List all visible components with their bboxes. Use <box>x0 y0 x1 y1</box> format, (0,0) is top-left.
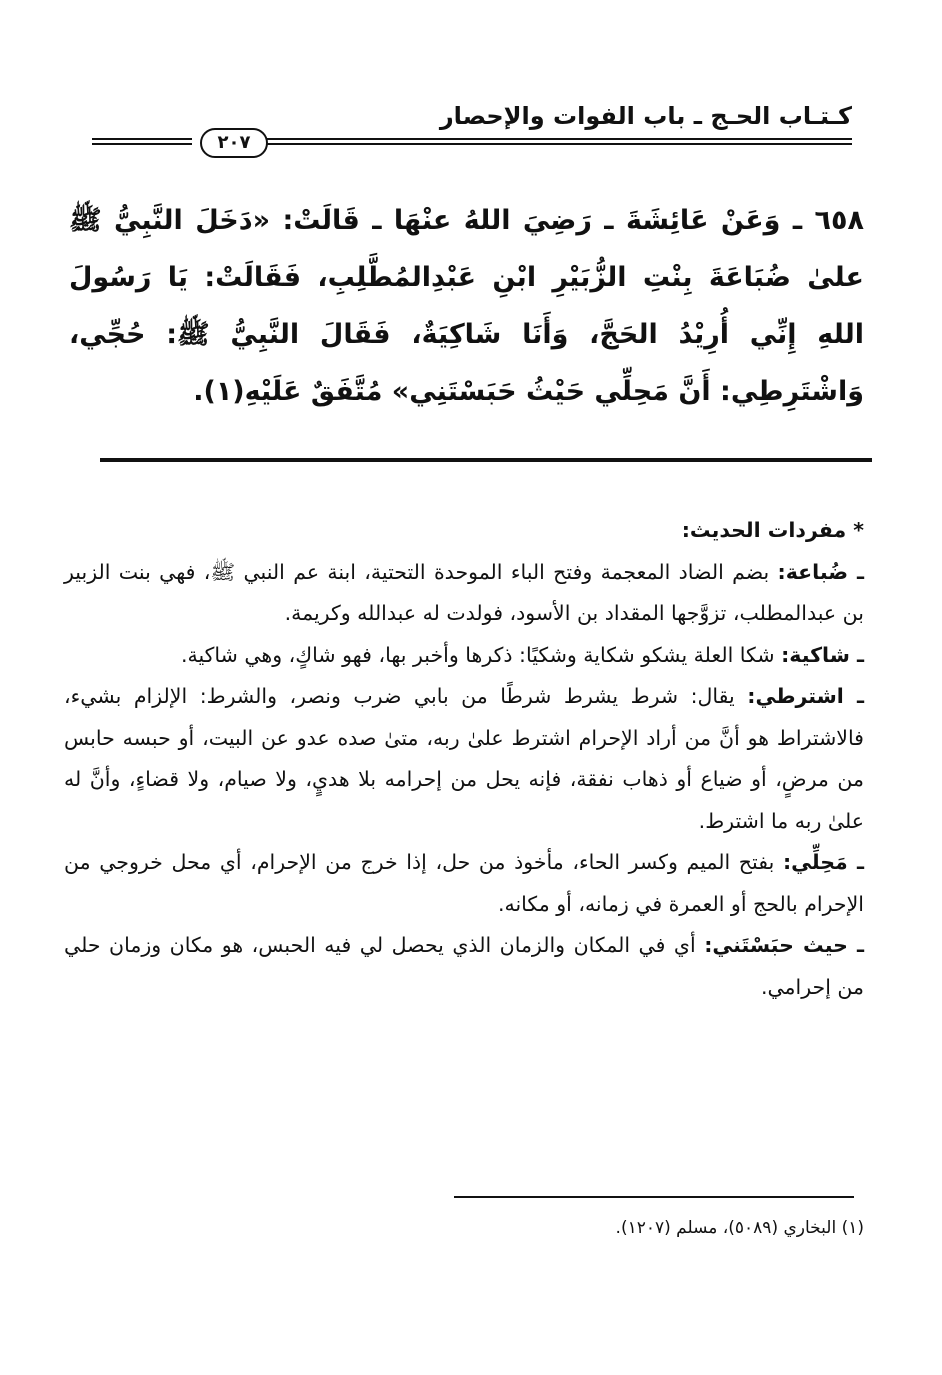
vocabulary-entry <box>64 925 864 1008</box>
header-double-rule-left <box>92 138 192 148</box>
section-divider <box>100 458 872 462</box>
vocabulary-definition: يقال: شرط يشرط شرطًا من بابي ضرب ونصر، والشرط: الإلزام بشيء، فالاشتراط هو أنَّ من أراد الإحرام اشترط علىٰ ربه، متىٰ صده عدو عن البيت، أو حبسه حابس من مرضٍ، أو ضياع أو ذهاب نفقة، فإنه يحل من إحرامه بلا هديٍ، ولا صيام، ولا قضاءٍ، وأنَّ له علىٰ ربه ما اشترط. <box>64 684 864 833</box>
page-number: ٢٠٧ <box>200 128 268 158</box>
footnote: (١) البخاري (٥٠٨٩)، مسلم (١٢٠٧). <box>615 1218 864 1238</box>
vocabulary-entry <box>64 552 864 635</box>
vocabulary-term: ـ مَحِلِّي: <box>782 850 864 874</box>
footnote-divider <box>454 1196 854 1198</box>
running-header <box>92 100 852 153</box>
vocabulary-term: ـ شاكية: <box>781 642 864 667</box>
vocabulary-term: ـ حيث حبَسْتَني: <box>704 933 864 957</box>
vocabulary-definition: أي في المكان والزمان الذي يحصل لي فيه الحبس، هو مكان وزمان حلي من إحرامي. <box>64 933 864 999</box>
vocabulary-entry <box>64 635 864 677</box>
hadith-number: ٦٥٨ ـ <box>792 205 864 236</box>
vocabulary-definition: شكا العلة يشكو شكاية وشكيًا: ذكرها وأخبر بها، فهو شاكٍ، وهي شاكية. <box>180 642 775 667</box>
header-double-rule-right <box>252 138 852 148</box>
hadith-body: وَعَنْ عَائِشَةَ ـ رَضِيَ اللهُ عنْهَا ـ قَالَتْ: «دَخَلَ النَّبِيُّ ﷺ علىٰ ضُبَاعَةَ بِنْتِ الزُّبَيْرِ ابْنِ عَبْدِالمُطَّلِبِ، فَقَالَتْ: يَا رَسُولَ اللهِ إِنِّي أُرِيْدُ الحَجَّ، وَأَنَا شَاكِيَةٌ، فَقَالَ النَّبِيُّ ﷺ: حُجِّي، وَاشْتَرِطِي: أَنَّ مَحِلِّي حَيْثُ حَبَسْتَنِي» مُتَّفَقٌ عَلَيْهِ(١). <box>69 205 864 407</box>
vocabulary-entry <box>64 842 864 925</box>
vocabulary-definition: بفتح الميم وكسر الحاء، مأخوذ من حل، إذا خرج من الإحرام، أي محل خروجي من الإحرام بالحج أو العمرة في زمانه، أو مكانه. <box>64 850 864 916</box>
running-title: كـتـاب الحـج ـ باب الفوات والإحصار <box>439 102 852 130</box>
vocabulary-term: ـ اشترطي: <box>747 684 864 708</box>
vocabulary-section <box>64 510 864 1008</box>
vocabulary-definition: بضم الضاد المعجمة وفتح الباء الموحدة التحتية، ابنة عم النبي ﷺ، فهي بنت الزبير بن عبدالمطلب، تزوَّجها المقداد بن الأسود، فولدت له عبدالله وكريمة. <box>64 559 864 625</box>
vocabulary-term: ـ ضُباعة: <box>777 559 865 584</box>
vocabulary-heading: * مفردات الحديث: <box>681 518 864 542</box>
vocabulary-entry <box>64 676 864 842</box>
hadith-text-block <box>69 192 864 420</box>
